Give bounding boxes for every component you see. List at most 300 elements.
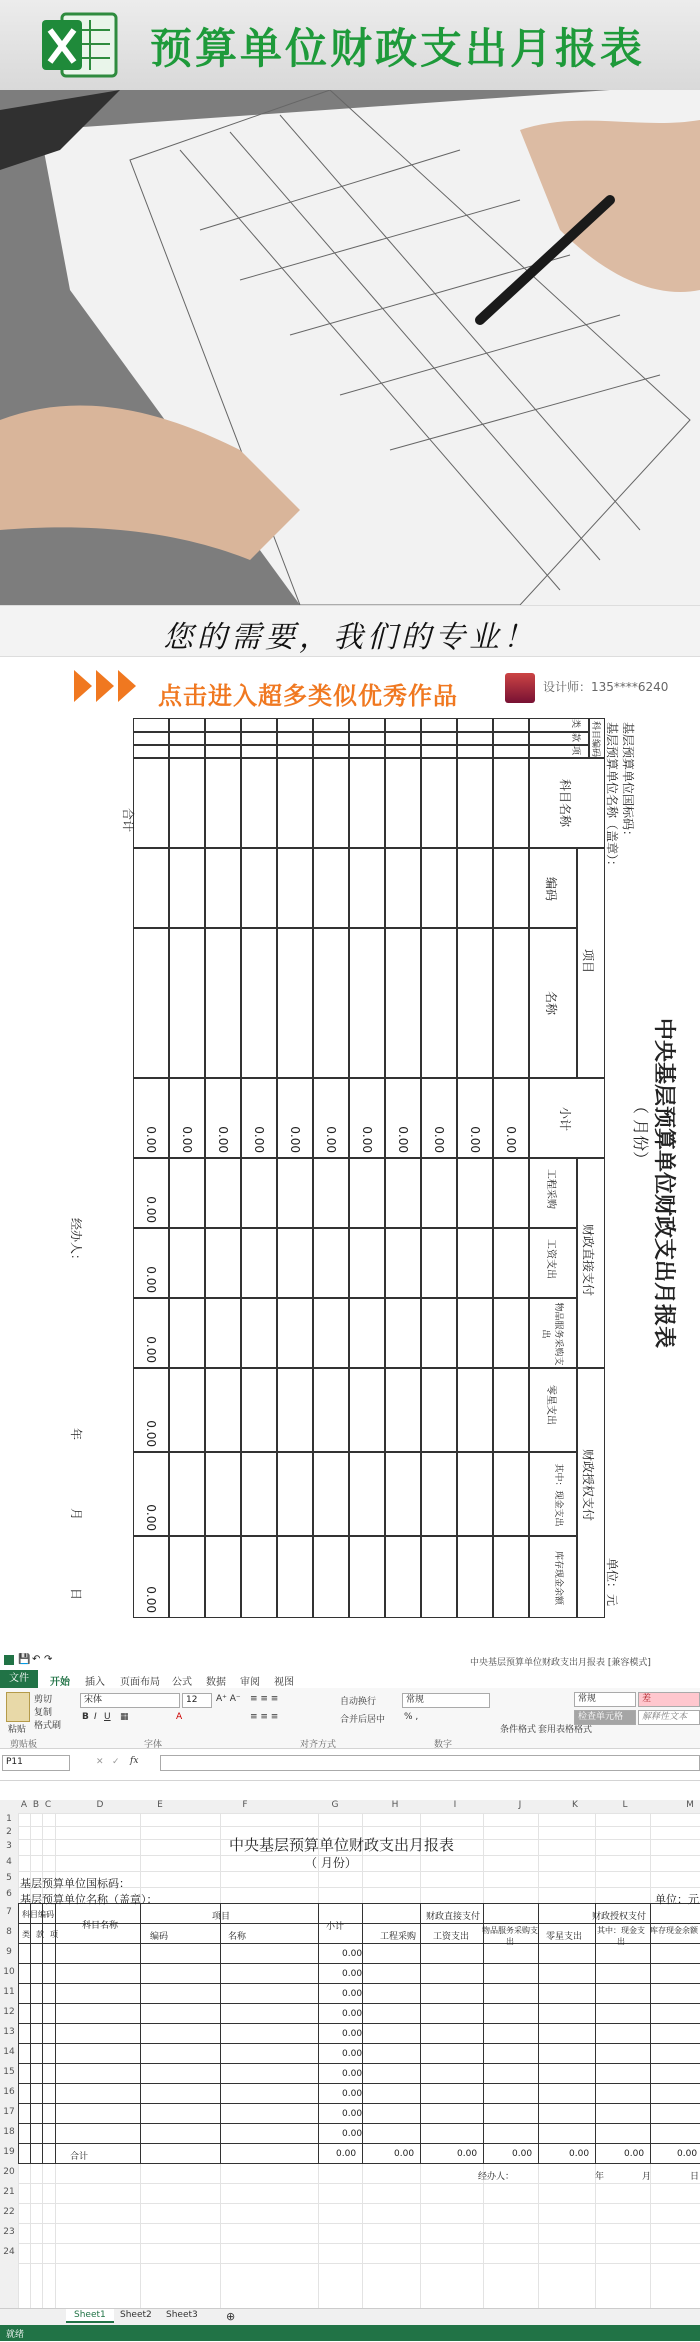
form-cell [313, 1078, 349, 1158]
form-header-item-code: 编码 [529, 848, 577, 928]
table-border [362, 1903, 363, 2163]
row-header[interactable]: 1 [0, 1814, 18, 1824]
total-value: 0.00 [336, 2149, 357, 2159]
sheet-fiscal-direct: 财政直接支付 [426, 1912, 481, 1922]
tab-review[interactable]: 审阅 [240, 1677, 260, 1688]
table-border [220, 1903, 221, 2163]
percent-icon[interactable]: % , [404, 1712, 419, 1722]
bold-icon[interactable]: B [82, 1712, 89, 1722]
row-header[interactable]: 23 [0, 2227, 18, 2237]
form-header-subject-code: 科目编码 [589, 718, 605, 758]
column-header-e[interactable]: E [157, 1800, 163, 1810]
row-header[interactable]: 7 [0, 1907, 18, 1917]
form-cell [457, 745, 493, 758]
status-text: 就绪 [6, 2330, 25, 2340]
form-cell [169, 1078, 205, 1158]
row-header[interactable]: 10 [0, 1967, 18, 1977]
form-cell [133, 1228, 169, 1298]
form-cell [241, 848, 277, 928]
row-header[interactable]: 5 [0, 1873, 18, 1883]
subtotal-value: 0.00 [342, 2089, 363, 2099]
form-cell [277, 1368, 313, 1452]
form-zero-value: 0.00 [504, 1126, 518, 1153]
column-header-a[interactable]: A [20, 1800, 28, 1810]
rotated-form [5, 718, 695, 1618]
status-bar [0, 2325, 700, 2341]
form-code-label: 基层预算单位国标码： [621, 722, 635, 843]
form-header-item: 项 [529, 745, 589, 758]
grid-line [18, 2263, 700, 2264]
form-cell [493, 1228, 529, 1298]
form-cell [169, 1452, 205, 1536]
grid-line [18, 2183, 700, 2184]
subtotal-value: 0.00 [342, 1969, 363, 1979]
sheet-tab-3[interactable]: Sheet3 [166, 2310, 198, 2320]
form-cell [169, 1158, 205, 1228]
form-cell [277, 758, 313, 848]
form-cell [457, 1158, 493, 1228]
column-header-m[interactable]: M [686, 1800, 694, 1810]
number-format-select[interactable]: 常规 [402, 1693, 490, 1708]
group-font: 字体 [144, 1740, 163, 1750]
form-cell [205, 848, 241, 928]
table-format-button[interactable]: 套用表格格式 [538, 1725, 593, 1735]
form-cell [493, 928, 529, 1078]
form-cell [205, 1536, 241, 1618]
form-cell [169, 718, 205, 732]
form-cell [457, 1452, 493, 1536]
form-cell [313, 1536, 349, 1618]
form-header-subtotal: 小计 [529, 1078, 605, 1158]
row-header[interactable]: 9 [0, 1947, 18, 1957]
sheet-auth-col-3: 库存现金余额 [650, 1926, 698, 1935]
form-cell [349, 1452, 385, 1536]
form-cell [493, 1158, 529, 1228]
form-zero-value: 0.00 [144, 1266, 158, 1293]
font-family-select[interactable]: 宋体 [80, 1693, 180, 1708]
row-header[interactable]: 6 [0, 1889, 18, 1899]
style-check[interactable]: 检查单元格 [574, 1710, 636, 1725]
table-border [18, 2003, 700, 2004]
column-header-j[interactable]: J [518, 1800, 522, 1810]
form-cell [241, 745, 277, 758]
add-sheet-icon[interactable]: ⊕ [226, 2310, 236, 2323]
form-cell [277, 745, 313, 758]
tab-data[interactable]: 数据 [206, 1677, 226, 1688]
fx-icon[interactable]: fx [130, 1756, 139, 1766]
form-cell [133, 928, 169, 1078]
form-cell [493, 1298, 529, 1368]
form-cell [133, 718, 169, 732]
form-cell [133, 758, 169, 848]
form-cell [493, 1452, 529, 1536]
column-header-i[interactable]: I [453, 1800, 457, 1810]
form-cell [349, 1298, 385, 1368]
sheet-code-label: 基层预算单位国标码： [20, 1877, 130, 1890]
table-border [18, 2163, 700, 2164]
promo-link[interactable]: 点击进入超多类似优秀作品 [158, 682, 458, 710]
form-cell [169, 928, 205, 1078]
row-header[interactable]: 19 [0, 2147, 18, 2157]
form-header-subject-name: 科目名称 [529, 758, 605, 848]
total-value: 0.00 [677, 2149, 698, 2159]
row-headers [0, 1813, 19, 2313]
form-zero-value: 0.00 [324, 1126, 338, 1153]
column-header-h[interactable]: H [391, 1800, 399, 1810]
banner-title: 预算单位财政支出月报表 [150, 24, 646, 73]
sheet-tab-2[interactable]: Sheet2 [120, 2310, 152, 2320]
form-cell [313, 1368, 349, 1452]
sheet-direct-col-3: 物品服务采购支出 [482, 1926, 538, 1946]
sheet-period: （ 月份） [305, 1856, 357, 1870]
form-cell [493, 718, 529, 732]
form-cell [241, 1298, 277, 1368]
name-box[interactable]: P11 [2, 1755, 70, 1771]
form-cell [457, 1078, 493, 1158]
format-painter-button[interactable]: 格式刷 [34, 1721, 62, 1731]
merge-center-button[interactable]: 合并后居中 [340, 1715, 386, 1725]
formula-input[interactable] [160, 1755, 700, 1771]
subtotal-value: 0.00 [342, 2109, 363, 2119]
form-cell [241, 732, 277, 745]
sheet-item: 项 [50, 1930, 58, 1939]
form-cell [277, 732, 313, 745]
form-cell [205, 1298, 241, 1368]
form-cell [241, 1078, 277, 1158]
sheet-subtotal: 小计 [326, 1922, 345, 1932]
form-cell [421, 928, 457, 1078]
form-total-label: 合计 [121, 808, 135, 833]
sheet-handler: 经办人： [478, 2172, 515, 2182]
table-border [18, 2103, 700, 2104]
excel-titlebar [0, 1652, 700, 1670]
grow-font-icon[interactable]: A⁺ A⁻ [216, 1694, 241, 1704]
form-cell [385, 1158, 421, 1228]
style-bad[interactable]: 差 [638, 1692, 700, 1707]
underline-icon[interactable]: U [104, 1712, 111, 1722]
sheet-section: 款 [36, 1930, 44, 1939]
form-cell [385, 928, 421, 1078]
form-cell [133, 1452, 169, 1536]
sheet-fiscal-authorized: 财政授权支付 [592, 1912, 647, 1922]
form-cell [205, 758, 241, 848]
form-cell [133, 1078, 169, 1158]
table-border [42, 1903, 43, 2163]
form-cell [457, 928, 493, 1078]
sheet-auth-col-2: 其中：现金支出 [597, 1926, 645, 1946]
group-number: 数字 [434, 1740, 453, 1750]
table-border [420, 1903, 421, 2163]
tab-file[interactable]: 文件 [0, 1670, 38, 1688]
row-header[interactable]: 13 [0, 2027, 18, 2037]
designer-avatar [505, 673, 535, 703]
form-cell [205, 732, 241, 745]
form-cell [493, 758, 529, 848]
tab-home[interactable]: 开始 [50, 1677, 70, 1688]
style-explain[interactable]: 解释性文本 [638, 1710, 700, 1725]
form-cell [457, 758, 493, 848]
window-title: 中央基层预算单位财政支出月报表 [兼容模式] [470, 1658, 651, 1668]
form-cell [421, 758, 457, 848]
form-cell [241, 1158, 277, 1228]
form-zero-value: 0.00 [432, 1126, 446, 1153]
form-cell [349, 1158, 385, 1228]
form-cell [421, 1298, 457, 1368]
form-header-fiscal-authorized: 财政授权支付 [577, 1368, 605, 1618]
form-cell [385, 1298, 421, 1368]
clipboard-illustration [0, 90, 700, 605]
subtotal-value: 0.00 [342, 1949, 363, 1959]
form-title: 中央基层预算单位财政支出月报表 [651, 1018, 676, 1349]
form-cell [385, 718, 421, 732]
form-header-class: 类 [529, 718, 589, 732]
undo-icon[interactable]: ↶ [32, 1654, 41, 1665]
row-header[interactable]: 8 [0, 1927, 18, 1937]
sheet-year: 年 [595, 2172, 605, 2182]
form-period: （ 月份） [631, 1098, 650, 1168]
form-year: 年 [69, 1428, 83, 1441]
form-cell [349, 1078, 385, 1158]
form-cell [313, 1298, 349, 1368]
row-header[interactable]: 18 [0, 2127, 18, 2137]
form-cell [349, 928, 385, 1078]
sheet-month: 月 [642, 2172, 652, 2182]
border-icon[interactable]: ▦ [120, 1712, 129, 1722]
form-cell [457, 848, 493, 928]
column-header-k[interactable]: K [572, 1800, 578, 1810]
form-cell [169, 1368, 205, 1452]
row-header[interactable]: 20 [0, 2167, 18, 2177]
form-cell [457, 732, 493, 745]
column-header-f[interactable]: F [242, 1800, 248, 1810]
table-border [18, 1923, 700, 1924]
form-cell [169, 1228, 205, 1298]
form-cell [133, 1298, 169, 1368]
tab-view[interactable]: 视图 [274, 1677, 294, 1688]
form-cell [349, 745, 385, 758]
enter-icon[interactable]: ✓ [112, 1757, 120, 1767]
form-header-section: 款 [529, 732, 589, 745]
form-month: 月 [69, 1508, 83, 1521]
row-header[interactable]: 12 [0, 2007, 18, 2017]
form-cell [385, 732, 421, 745]
form-cell [385, 745, 421, 758]
form-cell [313, 1228, 349, 1298]
cancel-icon[interactable]: ✕ [96, 1757, 104, 1767]
column-header-d[interactable]: D [96, 1800, 104, 1810]
grid-line [18, 2203, 700, 2204]
row-header[interactable]: 17 [0, 2107, 18, 2117]
excel-app-icon [4, 1655, 14, 1665]
form-cell [349, 1536, 385, 1618]
group-align: 对齐方式 [300, 1740, 337, 1750]
grid-line [18, 2223, 700, 2224]
sheet-unit: 单位：元 [655, 1893, 699, 1906]
font-size-select[interactable]: 12 [182, 1693, 212, 1708]
form-cell [241, 1228, 277, 1298]
form-cell [457, 1536, 493, 1618]
form-cell [313, 1452, 349, 1536]
redo-icon[interactable]: ↷ [44, 1654, 53, 1665]
table-border [650, 1903, 651, 2163]
sheet-auth-col-1: 零星支出 [546, 1932, 583, 1942]
form-cell [349, 718, 385, 732]
form-cell [277, 1228, 313, 1298]
group-clipboard: 剪贴板 [10, 1740, 38, 1750]
form-zero-value: 0.00 [144, 1504, 158, 1531]
align-left-icon[interactable]: ≡ ≡ ≡ [250, 1712, 279, 1722]
form-cell [421, 1368, 457, 1452]
form-cell [277, 928, 313, 1078]
form-cell [205, 1228, 241, 1298]
sheet-tab-1[interactable]: Sheet1 [66, 2309, 114, 2323]
form-header-auth-col-2: 其中：现金支出 [529, 1452, 577, 1536]
form-cell [385, 1452, 421, 1536]
sheet-total-label: 合计 [70, 2152, 89, 2162]
form-cell [133, 848, 169, 928]
font-color-icon[interactable]: A [176, 1712, 183, 1722]
form-cell [241, 718, 277, 732]
wrap-text-button[interactable]: 自动换行 [340, 1697, 377, 1707]
form-cell [457, 1298, 493, 1368]
form-cell [277, 1158, 313, 1228]
form-cell [205, 1158, 241, 1228]
form-cell [169, 758, 205, 848]
form-cell [349, 758, 385, 848]
form-handler: 经办人： [69, 1218, 83, 1267]
form-cell [421, 1536, 457, 1618]
form-cell [241, 1536, 277, 1618]
row-header[interactable]: 3 [0, 1841, 18, 1851]
form-cell [241, 758, 277, 848]
table-border [18, 2143, 700, 2144]
form-header-fiscal-direct: 财政直接支付 [577, 1158, 605, 1368]
form-cell [349, 848, 385, 928]
column-header-c[interactable]: C [44, 1800, 52, 1810]
form-cell [277, 1536, 313, 1618]
row-header[interactable]: 16 [0, 2087, 18, 2097]
form-cell [493, 1078, 529, 1158]
paste-icon[interactable] [6, 1692, 30, 1722]
form-zero-value: 0.00 [396, 1126, 410, 1153]
slogan: 您的需要，我们的专业！ [163, 620, 537, 655]
form-zero-value: 0.00 [144, 1586, 158, 1613]
form-cell [205, 718, 241, 732]
form-day: 日 [69, 1588, 83, 1601]
row-header[interactable]: 15 [0, 2067, 18, 2077]
form-cell [205, 1452, 241, 1536]
subtotal-value: 0.00 [342, 2049, 363, 2059]
form-header-auth-col-3: 库存现金余额 [529, 1536, 577, 1618]
tab-insert[interactable]: 插入 [85, 1677, 105, 1688]
form-header-auth-col-1: 零星支出 [529, 1368, 577, 1452]
form-cell [277, 848, 313, 928]
row-header[interactable]: 22 [0, 2207, 18, 2217]
form-header-item-group: 项目 [577, 848, 605, 1078]
form-cell [169, 1298, 205, 1368]
subtotal-value: 0.00 [342, 1989, 363, 1999]
table-border [18, 1983, 700, 1984]
subtotal-value: 0.00 [342, 2029, 363, 2039]
style-normal[interactable]: 常规 [574, 1692, 636, 1707]
form-cell [493, 1368, 529, 1452]
cut-button[interactable]: 剪切 [34, 1695, 53, 1705]
grid-line [18, 2243, 700, 2244]
form-cell [205, 1368, 241, 1452]
sheet-subject-code: 科目编码 [22, 1910, 54, 1919]
form-cell [133, 1158, 169, 1228]
sheet-direct-col-2: 工资支出 [433, 1932, 470, 1942]
tab-formulas[interactable]: 公式 [172, 1677, 192, 1688]
italic-icon[interactable]: I [94, 1712, 97, 1722]
form-cell [457, 1228, 493, 1298]
form-cell [313, 1158, 349, 1228]
form-cell [169, 732, 205, 745]
table-border [18, 2083, 700, 2084]
form-cell [457, 1368, 493, 1452]
row-header[interactable]: 24 [0, 2247, 18, 2257]
form-cell [277, 1078, 313, 1158]
align-top-icon[interactable]: ≡ ≡ ≡ [250, 1694, 279, 1704]
form-cell [205, 1078, 241, 1158]
form-cell [313, 745, 349, 758]
row-header[interactable]: 4 [0, 1857, 18, 1867]
table-border [55, 1903, 56, 2163]
row-header[interactable]: 14 [0, 2047, 18, 2057]
column-header-l[interactable]: L [622, 1800, 628, 1810]
grid-line [18, 1826, 700, 1827]
form-zero-value: 0.00 [144, 1196, 158, 1223]
form-unit: 单位：元 [605, 1558, 619, 1607]
form-cell [277, 718, 313, 732]
copy-button[interactable]: 复制 [34, 1708, 53, 1718]
paste-button[interactable]: 粘贴 [8, 1725, 27, 1735]
sheet-subject-name: 科目名称 [82, 1921, 119, 1931]
tab-page-layout[interactable]: 页面布局 [120, 1677, 160, 1688]
form-cell [349, 1228, 385, 1298]
column-header-g[interactable]: G [331, 1800, 339, 1810]
form-header-direct-col-2: 工资支出 [529, 1228, 577, 1298]
form-name-label: 基层预算单位名称（盖章）： [605, 722, 619, 873]
form-cell [313, 928, 349, 1078]
table-border [18, 1963, 700, 1964]
row-header[interactable]: 11 [0, 1987, 18, 1997]
total-value: 0.00 [457, 2149, 478, 2159]
form-cell [457, 718, 493, 732]
form-header-item-name: 名称 [529, 928, 577, 1078]
form-cell [241, 928, 277, 1078]
save-icon[interactable]: 💾 [18, 1654, 31, 1665]
table-border [30, 1903, 31, 2163]
form-cell [133, 745, 169, 758]
row-header[interactable]: 2 [0, 1827, 18, 1837]
form-cell [313, 758, 349, 848]
form-cell [205, 928, 241, 1078]
column-header-b[interactable]: B [32, 1800, 40, 1810]
form-cell [385, 848, 421, 928]
clipboard-photo [0, 90, 700, 605]
form-cell [205, 745, 241, 758]
form-cell [421, 1078, 457, 1158]
subtotal-value: 0.00 [342, 2069, 363, 2079]
conditional-format-button[interactable]: 条件格式 [500, 1725, 537, 1735]
form-cell [493, 745, 529, 758]
table-border [18, 2043, 700, 2044]
row-header[interactable]: 21 [0, 2187, 18, 2197]
form-cell [169, 1536, 205, 1618]
form-zero-value: 0.00 [144, 1336, 158, 1363]
form-cell [421, 848, 457, 928]
